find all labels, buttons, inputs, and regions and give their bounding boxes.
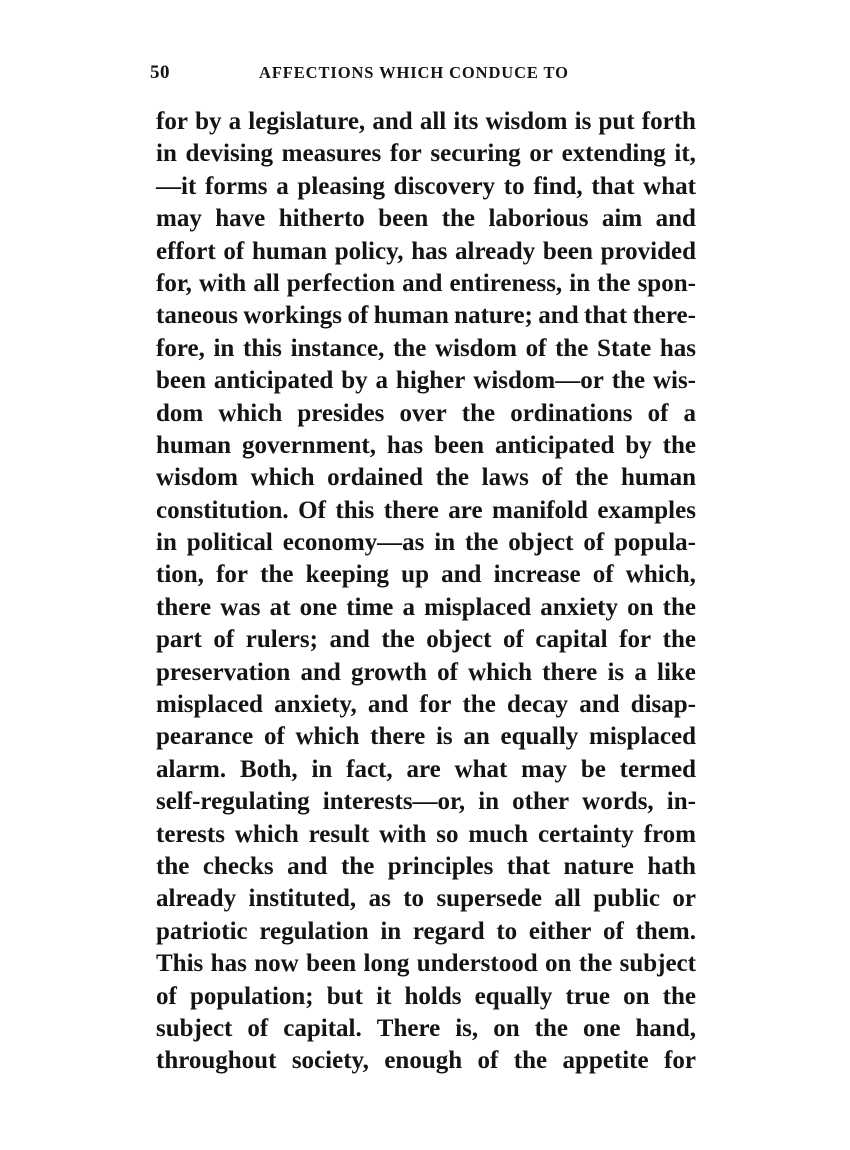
text-word: tion, <box>156 561 204 589</box>
text-word: one <box>299 593 338 621</box>
text-word: wis- <box>652 367 696 395</box>
text-word: human <box>156 431 232 459</box>
text-word: from <box>643 820 696 848</box>
text-word: laborious <box>488 205 589 233</box>
text-word: regard <box>412 917 485 945</box>
text-word: one <box>583 1014 621 1042</box>
text-word: appetite <box>562 1047 649 1075</box>
text-word: but <box>326 982 363 1010</box>
text-word: been <box>156 367 206 395</box>
text-word: entireness, <box>449 269 563 297</box>
text-word: the <box>464 529 499 557</box>
text-word: so <box>436 820 459 848</box>
text-word: wisdom—or <box>473 367 604 395</box>
text-word: the <box>340 852 375 880</box>
text-word: with <box>379 820 427 848</box>
text-word: manifold <box>492 496 588 524</box>
text-word: up <box>401 561 429 589</box>
text-line <box>156 300 696 332</box>
text-word: of <box>247 1014 269 1042</box>
text-word: instance, <box>290 334 385 362</box>
text-word: certainty <box>537 820 634 848</box>
text-word: hath <box>647 852 696 880</box>
text-word: the <box>260 561 294 589</box>
text-word: wisdom <box>485 108 568 135</box>
text-word: the <box>574 464 609 492</box>
text-word: the <box>441 205 476 233</box>
text-word: of <box>223 237 245 265</box>
text-word: was <box>220 593 261 621</box>
text-word: which <box>218 399 283 427</box>
text-word: already <box>156 885 237 913</box>
running-title: AFFECTIONS WHICH CONDUCE TO <box>259 63 569 82</box>
text-word: object <box>426 626 492 654</box>
text-word: or <box>529 140 553 168</box>
text-word: for <box>216 561 249 589</box>
text-word: misplaced <box>424 593 532 621</box>
text-word: society, <box>291 1047 369 1075</box>
text-word: human <box>373 302 449 330</box>
text-word: of <box>592 561 614 589</box>
text-word: it <box>376 982 392 1010</box>
text-word: all <box>554 885 581 913</box>
text-line <box>156 883 696 915</box>
text-word: the <box>662 431 696 459</box>
text-line <box>156 981 696 1013</box>
text-line <box>156 138 696 170</box>
text-word: been <box>306 950 357 978</box>
text-word: which <box>295 723 360 751</box>
body-text <box>156 106 696 1078</box>
text-word: legislature, <box>248 108 366 135</box>
text-word: of <box>503 626 524 654</box>
text-line <box>156 171 696 203</box>
text-word: forms <box>205 172 268 200</box>
page-number: 50 <box>150 62 170 83</box>
text-word: words, <box>582 788 654 816</box>
text-word: by <box>195 108 222 135</box>
text-word: principles <box>387 852 494 880</box>
text-word: capital <box>535 626 608 654</box>
text-word: State <box>597 334 652 362</box>
text-word: dom <box>156 399 204 427</box>
text-word: there- <box>632 302 696 330</box>
text-word: them. <box>635 917 696 945</box>
text-word: hitherto <box>278 205 365 233</box>
text-word: the <box>156 852 190 880</box>
text-word: be <box>580 755 606 783</box>
text-line <box>156 236 696 268</box>
text-word: anticipated <box>494 431 615 459</box>
text-word: by <box>625 431 652 459</box>
text-word: equally <box>500 723 579 751</box>
text-word: Both, <box>239 755 298 783</box>
text-word: and <box>538 302 579 330</box>
text-word: the <box>578 950 613 978</box>
text-word: on <box>545 950 572 978</box>
text-word: in <box>156 140 177 168</box>
text-word: Of <box>298 496 326 524</box>
text-word: which, <box>625 561 696 589</box>
text-line <box>156 1013 696 1045</box>
text-word: fore, <box>156 334 205 362</box>
text-word: that <box>591 172 635 200</box>
text-word: either <box>528 917 592 945</box>
text-word: on <box>623 982 650 1010</box>
text-word: have <box>215 205 266 233</box>
text-word: there <box>542 658 598 686</box>
text-line <box>156 819 696 851</box>
text-word: self-regulating <box>156 788 310 816</box>
text-line <box>156 754 696 786</box>
text-word: the <box>381 626 415 654</box>
text-word: a <box>683 399 696 427</box>
text-word: the <box>435 464 469 492</box>
text-word: object <box>508 529 574 557</box>
text-word: has <box>411 237 448 265</box>
text-word: for <box>389 140 422 168</box>
text-word: may <box>521 755 567 783</box>
text-word: checks <box>202 852 274 880</box>
text-word: constitution. <box>156 496 289 524</box>
text-word: aim <box>601 205 643 233</box>
text-word: capital. <box>283 1014 362 1042</box>
text-word: policy, <box>334 237 404 265</box>
text-word: this <box>335 496 375 524</box>
text-word: and <box>329 626 370 654</box>
text-word: hand, <box>635 1014 696 1042</box>
text-word: of <box>525 334 547 362</box>
text-word: is <box>574 108 592 135</box>
text-word: there <box>156 593 212 621</box>
text-word: as <box>368 885 391 913</box>
text-line <box>156 268 696 300</box>
text-word: of <box>583 529 605 557</box>
text-word: perfection <box>286 269 396 297</box>
text-word: and <box>579 691 620 719</box>
text-line <box>156 495 696 527</box>
text-word: enough <box>384 1047 463 1075</box>
text-word: by <box>341 367 368 395</box>
text-word: of <box>263 723 285 751</box>
text-word: of <box>647 399 669 427</box>
text-word: which <box>468 658 532 686</box>
text-word: of <box>156 982 177 1010</box>
text-word: for <box>156 108 188 135</box>
text-word: been <box>434 431 484 459</box>
text-word: human <box>251 237 327 265</box>
text-line <box>156 203 696 235</box>
text-word: or <box>672 885 696 913</box>
text-word: are <box>448 496 483 524</box>
text-word: —it <box>156 172 197 200</box>
text-line <box>156 559 696 591</box>
text-word: and <box>441 561 482 589</box>
text-word: that <box>506 852 550 880</box>
text-line <box>156 624 696 656</box>
text-word: true <box>565 982 610 1010</box>
text-word: of <box>437 658 458 686</box>
text-word: supersede <box>436 885 542 913</box>
text-word: is, <box>455 1014 479 1042</box>
text-word: in <box>311 755 333 783</box>
text-word: the <box>611 367 646 395</box>
text-word: regulation <box>259 917 369 945</box>
text-word: for <box>664 1047 696 1075</box>
text-word: devising <box>185 140 274 168</box>
text-word: discovery <box>393 172 496 200</box>
text-word: human <box>620 464 696 492</box>
text-line <box>156 365 696 397</box>
text-word: the <box>461 399 496 427</box>
text-word: There <box>376 1014 441 1042</box>
text-word: and <box>402 269 443 297</box>
text-word: misplaced <box>589 723 696 751</box>
text-word: patriotic <box>156 917 248 945</box>
text-word: for <box>419 691 452 719</box>
text-line <box>156 333 696 365</box>
text-line <box>156 689 696 721</box>
text-word: the <box>462 691 496 719</box>
text-word: like <box>657 658 696 686</box>
text-word: the <box>555 334 589 362</box>
text-word: provided <box>600 237 696 265</box>
text-word: extending <box>561 140 666 168</box>
text-word: for, <box>156 269 192 297</box>
text-word: the <box>513 1047 548 1075</box>
text-word: popula- <box>614 529 696 557</box>
text-word: terests <box>156 820 225 848</box>
text-word: and <box>367 691 409 719</box>
text-word: in <box>380 917 402 945</box>
text-word: and <box>655 205 696 233</box>
text-word: holds <box>404 982 462 1010</box>
text-word: all <box>419 108 447 135</box>
text-word: economy—as <box>282 529 425 557</box>
text-word: of <box>541 464 563 492</box>
text-word: public <box>593 885 660 913</box>
text-word: time <box>346 593 394 621</box>
text-word: much <box>468 820 529 848</box>
text-word: spon- <box>637 269 696 297</box>
text-word: the <box>392 334 427 362</box>
text-word: pleasing <box>297 172 385 200</box>
text-word: anticipated <box>213 367 334 395</box>
text-word: the <box>662 626 696 654</box>
text-word: a <box>228 108 242 135</box>
text-word: long <box>363 950 410 978</box>
text-word: growth <box>350 658 427 686</box>
text-word: what <box>643 172 696 200</box>
text-word: in- <box>666 788 696 816</box>
text-word: nature <box>563 852 634 880</box>
text-line <box>156 430 696 462</box>
text-word: there <box>383 496 439 524</box>
text-word: in <box>213 334 235 362</box>
text-word: and <box>372 108 413 135</box>
text-word: its <box>453 108 479 135</box>
text-word: in <box>478 788 500 816</box>
text-word: are <box>406 755 441 783</box>
text-word: in <box>156 529 177 557</box>
text-word: with <box>198 269 247 297</box>
text-word: which <box>234 820 299 848</box>
text-word: a <box>276 172 289 200</box>
text-word: on <box>493 1014 520 1042</box>
text-word: been <box>542 237 593 265</box>
text-word: of <box>477 1047 499 1075</box>
text-word: of <box>213 626 235 654</box>
text-word: wisdom <box>156 464 238 492</box>
text-word: disap- <box>630 691 696 719</box>
text-word: this <box>243 334 282 362</box>
text-word: in <box>569 269 591 297</box>
text-word: anxiety, <box>274 691 357 719</box>
text-word: it, <box>674 140 696 168</box>
text-word: the <box>597 269 631 297</box>
text-word: effort <box>156 237 216 265</box>
text-word: securing <box>430 140 521 168</box>
text-word: been <box>378 205 429 233</box>
text-line <box>156 462 696 494</box>
text-word: ordained <box>327 464 424 492</box>
text-word: decay <box>506 691 569 719</box>
text-word: equally <box>474 982 553 1010</box>
text-word: nature; <box>454 302 533 330</box>
text-word: forth <box>641 108 696 135</box>
text-word: increase <box>493 561 581 589</box>
text-line <box>156 1045 696 1077</box>
text-word: is <box>435 723 453 751</box>
text-word: there <box>370 723 426 751</box>
text-word: termed <box>619 755 696 783</box>
text-word: put <box>598 108 635 135</box>
text-word: is <box>607 658 625 686</box>
text-word: interests—or, <box>322 788 466 816</box>
text-word: the <box>662 982 696 1010</box>
text-word: political <box>186 529 273 557</box>
text-word: laws <box>481 464 529 492</box>
text-word: keeping <box>305 561 390 589</box>
text-word: other <box>512 788 570 816</box>
text-line <box>156 916 696 948</box>
text-word: ordinations <box>510 399 633 427</box>
text-line <box>156 786 696 818</box>
text-word: all <box>253 269 280 297</box>
text-word: a <box>634 658 647 686</box>
text-word: to <box>503 172 525 200</box>
text-word: preservation <box>156 658 291 686</box>
text-word: for <box>619 626 652 654</box>
text-word: instituted, <box>248 885 357 913</box>
text-word: which <box>250 464 315 492</box>
text-word: a <box>402 593 416 621</box>
text-word: part <box>156 626 202 654</box>
text-word: taneous <box>156 302 238 330</box>
text-line <box>156 592 696 624</box>
text-word: at <box>269 593 291 621</box>
text-line <box>156 527 696 559</box>
text-word: higher <box>395 367 466 395</box>
text-word: pearance <box>156 723 254 751</box>
text-word: the <box>534 1014 568 1042</box>
text-word: examples <box>597 496 696 524</box>
text-word: subject <box>156 1014 233 1042</box>
text-word: of <box>603 917 624 945</box>
text-word: over <box>399 399 447 427</box>
text-word: that <box>584 302 628 330</box>
text-word: and <box>300 658 341 686</box>
text-line <box>156 398 696 430</box>
text-word: find, <box>533 172 583 200</box>
text-word: what <box>454 755 508 783</box>
text-word: a <box>375 367 389 395</box>
text-word: has <box>386 431 424 459</box>
text-word: workings <box>243 302 343 330</box>
text-word: has <box>210 950 247 978</box>
text-line <box>156 657 696 689</box>
text-line <box>156 106 696 138</box>
text-word: throughout <box>156 1047 277 1075</box>
text-word: to <box>403 885 425 913</box>
text-word: and <box>287 852 328 880</box>
text-word: rulers; <box>245 626 318 654</box>
text-word: now <box>254 950 299 978</box>
text-word: already <box>455 237 536 265</box>
text-word: subject <box>619 950 696 978</box>
text-word: anxiety <box>540 593 619 621</box>
text-word: wisdom <box>434 334 517 362</box>
text-word: alarm. <box>156 755 227 783</box>
text-word: may <box>156 205 202 233</box>
text-word: to <box>496 917 518 945</box>
text-word: the <box>662 593 696 621</box>
text-word: population; <box>189 982 314 1010</box>
text-line <box>156 851 696 883</box>
text-line <box>156 721 696 753</box>
text-word: on <box>627 593 654 621</box>
text-word: presides <box>297 399 385 427</box>
text-line <box>156 948 696 980</box>
text-word: misplaced <box>156 691 263 719</box>
text-word: has <box>659 334 696 362</box>
text-word: government, <box>241 431 376 459</box>
text-word: measures <box>281 140 382 168</box>
text-word: This <box>156 950 204 978</box>
text-word: of <box>347 302 369 330</box>
text-word: an <box>463 723 490 751</box>
text-word: understood <box>416 950 538 978</box>
text-word: in <box>434 529 456 557</box>
running-head <box>148 62 700 88</box>
text-word: result <box>308 820 370 848</box>
text-word: fact, <box>346 755 393 783</box>
